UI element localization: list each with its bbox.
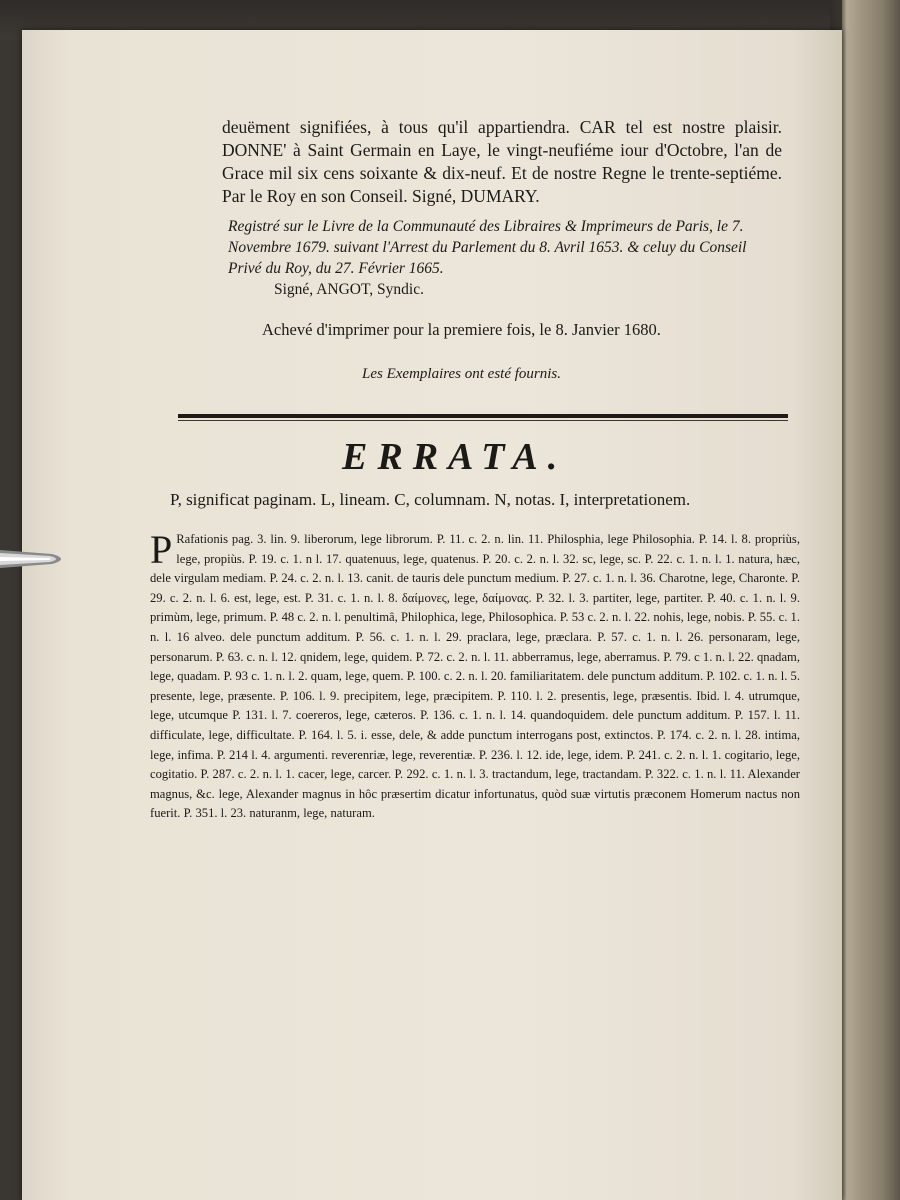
- page-stack-edge: [842, 0, 900, 1200]
- registration-note: [228, 216, 768, 300]
- registration-signature: Signé, ANGOT, Syndic.: [274, 281, 424, 298]
- errata-abbreviations: P, significat paginam. L, lineam. C, columnam. N, notas. I, interpretationem.: [170, 490, 691, 509]
- errata-list: [150, 527, 800, 824]
- page-clip-icon: [0, 544, 70, 574]
- section-divider-thin: [178, 420, 788, 421]
- section-divider: [178, 414, 788, 418]
- copies-supplied-note: Les Exemplaires ont esté fournis.: [362, 366, 562, 382]
- errata-entries: Rafationis pag. 3. lin. 9. liberorum, lege librorum. P. 11. c. 2. n. lin. 11. Philosphia, lege Philosophia. P. 14. l. 8. propriùs, lege, propiùs. P. 19. c. 1. n l. 17. quatenuus, lege, quatenus. P. 20. c. 2. n. l. 32. sc, lege, sc. P. 22. c. 1. n. l. 1. natura, hæc, dele virgulam mediam. P. 24. c. 2. n. l. 13. canit. de tauris dele punctum medium. P. 27. c. 1. n. l. 36. Charotne, lege, Charonte. P. 29. c. 2. n. l. 6. est, lege, est. P. 31. c. 1. n. l. 8. δαίμονες, lege, δαίμονας. P. 32. l. 3. partiter, lege, partiter. P. 40. c. 1. n. l. 9. primùm, lege, primum. P. 48 c. 2. n. l. penultimâ, Philophica, lege, Philosophica. P. 53 c. 2. n. l. 22. nohis, lege, nobis. P. 55. c. 1. n. l. 16 alveo. dele punctum additum. P. 56. c. 1. n. l. 29. praclara, lege, præclara. P. 57. c. 1. n. l. 26. personaram, lege, personarum. P. 63. c. n. l. 12. qnidem, lege, quidem. P. 72. c. 2. n. l. 11. abberramus, lege, aberramus. P. 79. c 1. n. l. 22. qnadam, lege, quadam. P. 93 c. 1. n. l. 2. quam, lege, quem. P. 100. c. 2. n. l. 20. familiaritatem. dele punctum additum. P. 102. c. 1. n. l. 5. presente, lege, præsente. P. 106. l. 9. precipitem, lege, præcipitem. P. 110. l. 2. presentis, lege, præsentis. Ibid. l. 4. utrumque, lege, utcumque P. 131. l. 7. coereros, lege, cæteros. P. 136. c. 1. n. l. 14. quandoquidem. dele punctum additum. P. 157. l. 11. difficulate, lege, difficultate. P. 164. l. 5. i. esse, dele, & adde punctum interrogans post, extinctos. P. 174. c. 2. n. l. 28. intima, lege, infima. P. 214 l. 4. argumenti. reverenriæ, lege, reverentiæ. P. 236. l. 12. ide, lege, idem. P. 241. c. 2. n. l. 1. cogitario, lege, cogitatio. P. 287. c. 2. n. l. 1. cacer, lege, carcer. P. 292. c. 1. n. l. 3. tractandum, lege, tractandam. P. 322. c. 1. n. l. 11. Alexander magnus, &c. lege, Alexander magnus in hôc præsertim dicatur infortunatus, quòd suæ virtutis præconem Homerum nactus non fuerit. P. 351. l. 23. naturanm, lege, naturam.: [150, 532, 800, 821]
- privilege-paragraph: deuëment signifiées, à tous qu'il appartiendra. CAR tel est nostre plaisir. DONNE' à Saint Germain en Laye, le vingt-neufiéme iour d'Octobre, l'an de Grace mil six cens soixante & dix-neuf. Et de nostre Regne le trente-septiéme. Par le Roy en son Conseil. Signé, DUMARY.: [222, 117, 782, 206]
- printing-completed-note: Achevé d'imprimer pour la premiere fois, le 8. Janvier 1680.: [262, 320, 661, 339]
- drop-cap: P: [150, 527, 173, 572]
- errata-heading: ERRATA.: [342, 436, 568, 478]
- registration-text: Registré sur le Livre de la Communauté des Libraires & Imprimeurs de Paris, le 7. Novembre 1679. suivant l'Arrest du Parlement du 8. Avril 1653. & celuy du Conseil Privé du Roy, du 27. Février 1665.: [228, 218, 747, 277]
- book-page: [22, 30, 842, 1200]
